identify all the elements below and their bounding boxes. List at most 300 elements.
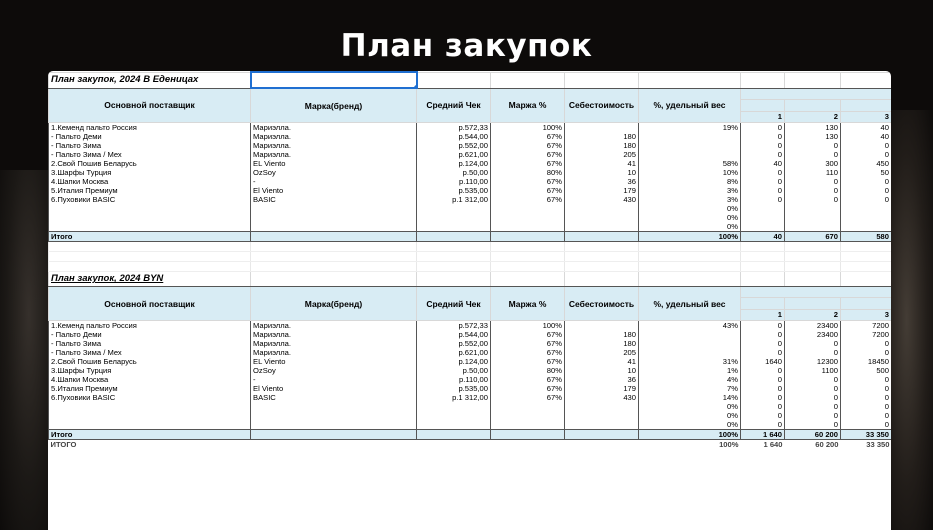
table-cell[interactable]: р.1 312,00 [417,195,491,204]
table-cell[interactable]: Мариэлла. [251,339,417,348]
header-blank-cell [741,100,785,112]
table-cell[interactable]: 67% [491,330,565,339]
table-cell[interactable]: 0% [639,213,741,222]
table-cell[interactable]: 0 [785,375,841,384]
table-cell[interactable]: 0 [741,420,785,430]
table-cell[interactable]: Мариэлла. [251,348,417,357]
empty-cell[interactable] [491,252,565,262]
total-cell[interactable] [251,430,417,440]
total-cell[interactable] [565,430,639,440]
total-cell[interactable]: 40 [741,232,785,242]
header-supplier[interactable]: Основной поставщик [49,287,251,321]
table-cell[interactable]: 3.Шарфы Турция [49,366,251,375]
table-cell[interactable]: 500 [841,366,892,375]
table-cell[interactable] [49,411,251,420]
empty-cell[interactable] [49,242,251,252]
table-cell[interactable] [639,339,741,348]
table-cell[interactable] [565,123,639,133]
header-month-3[interactable]: 3 [841,309,892,320]
table-cell[interactable] [841,222,892,232]
table-cell[interactable]: EL Viento [251,357,417,366]
table-cell[interactable]: 0 [785,411,841,420]
table-cell[interactable]: 130 [785,123,841,133]
table-cell[interactable]: 0 [741,123,785,133]
table-cell[interactable]: - Пальто Деми [49,330,251,339]
header-month-2[interactable]: 2 [785,111,841,123]
total-cell[interactable]: 1 640 [741,430,785,440]
table-cell[interactable] [491,402,565,411]
table-cell[interactable]: - [251,375,417,384]
empty-cell[interactable] [841,252,892,262]
table-cell[interactable]: 0 [741,195,785,204]
table-cell[interactable]: 0 [785,420,841,430]
table-cell[interactable]: 10 [565,366,639,375]
empty-cell[interactable] [841,242,892,252]
empty-cell[interactable] [565,242,639,252]
table-cell[interactable]: 0 [741,339,785,348]
table-row [49,123,892,133]
table-cell[interactable]: 1.Кеменд пальто Россия [49,321,251,331]
empty-cell[interactable] [639,272,741,287]
empty-cell[interactable] [251,252,417,262]
table-cell[interactable]: OzSoy [251,168,417,177]
table-cell[interactable] [49,402,251,411]
table-cell[interactable]: р.50,00 [417,168,491,177]
table-cell[interactable]: р.552,00 [417,339,491,348]
table-cell[interactable] [491,222,565,232]
empty-cell[interactable] [417,72,491,88]
table-cell[interactable]: 67% [491,141,565,150]
table-cell[interactable]: 7200 [841,321,892,331]
empty-cell[interactable] [639,252,741,262]
table-cell[interactable] [251,402,417,411]
table-cell[interactable]: 1100 [785,366,841,375]
table-cell[interactable]: р.110,00 [417,177,491,186]
table-cell[interactable] [491,204,565,213]
table-cell[interactable]: р.535,00 [417,384,491,393]
table-cell[interactable]: 0% [639,204,741,213]
table-cell[interactable]: - Пальто Зима [49,339,251,348]
total-cell[interactable]: 33 350 [841,430,892,440]
table-cell[interactable] [417,411,491,420]
table-cell[interactable]: 19% [639,123,741,133]
table-cell[interactable]: 0 [741,402,785,411]
table-cell[interactable]: 58% [639,159,741,168]
table-cell[interactable]: 180 [565,330,639,339]
table-cell[interactable] [251,420,417,430]
ghost-cell: 33 350 [866,439,890,449]
table-cell[interactable]: 0 [741,132,785,141]
table-cell[interactable]: р.124,00 [417,159,491,168]
table-cell[interactable] [565,321,639,331]
empty-cell[interactable] [741,272,785,287]
table-cell[interactable]: 3% [639,186,741,195]
table-cell[interactable] [785,213,841,222]
table-cell[interactable] [785,204,841,213]
empty-row [49,242,892,252]
table-cell[interactable]: - [251,177,417,186]
empty-cell[interactable] [639,262,741,272]
table-cell[interactable] [639,348,741,357]
table-cell[interactable]: 5.Италия Премиум [49,186,251,195]
table-cell[interactable]: р.50,00 [417,366,491,375]
header-avg-check[interactable]: Средний Чек [417,287,491,321]
table-cell[interactable]: р.1 312,00 [417,393,491,402]
header-blank-cell [785,298,841,309]
header-month-1[interactable]: 1 [741,309,785,320]
table-cell[interactable]: Мариэлла. [251,321,417,331]
table-cell[interactable]: 130 [785,132,841,141]
table-cell[interactable]: Мариэлла. [251,150,417,159]
table-cell[interactable]: 1% [639,366,741,375]
total-cell[interactable] [251,232,417,242]
table-cell[interactable]: Мариэлла. [251,123,417,133]
table-cell[interactable]: 7200 [841,330,892,339]
table-cell[interactable]: 0 [785,195,841,204]
header-margin[interactable]: Маржа % [491,88,565,123]
table-cell[interactable]: 0 [785,348,841,357]
table-cell[interactable]: 67% [491,357,565,366]
table-cell[interactable]: 0 [785,393,841,402]
table-cell[interactable] [785,222,841,232]
table-cell[interactable]: р.544,00 [417,330,491,339]
table-cell[interactable]: р.110,00 [417,375,491,384]
table-cell[interactable]: 31% [639,357,741,366]
table-cell[interactable]: 0 [841,339,892,348]
table-cell[interactable]: OzSoy [251,366,417,375]
table-cell[interactable]: р.572,33 [417,321,491,331]
table-cell[interactable]: 205 [565,150,639,159]
table-cell[interactable] [49,213,251,222]
empty-cell[interactable] [417,262,491,272]
header-brand[interactable]: Марка(бренд) [251,88,417,123]
table-cell[interactable]: 4% [639,375,741,384]
table-cell[interactable] [639,132,741,141]
total-cell[interactable] [491,232,565,242]
table-cell[interactable]: 36 [565,375,639,384]
table-cell[interactable]: 67% [491,132,565,141]
empty-cell[interactable] [785,242,841,252]
table-cell[interactable]: BASIC [251,393,417,402]
total-cell[interactable] [417,430,491,440]
table-cell[interactable]: El Viento [251,186,417,195]
empty-cell[interactable] [841,272,892,287]
table-cell[interactable]: 23400 [785,330,841,339]
empty-cell[interactable] [251,242,417,252]
table-cell[interactable]: 0 [741,384,785,393]
table-cell[interactable]: 205 [565,348,639,357]
table-cell[interactable]: р.572,33 [417,123,491,133]
empty-cell[interactable] [565,262,639,272]
table-cell[interactable]: 8% [639,177,741,186]
table-cell[interactable]: р.552,00 [417,141,491,150]
table-cell[interactable]: 0 [785,150,841,159]
table-cell[interactable]: 430 [565,393,639,402]
table-cell[interactable]: 180 [565,339,639,348]
header-month-1[interactable]: 1 [741,111,785,123]
table-cell[interactable]: 0 [841,411,892,420]
table-cell[interactable]: 0 [741,177,785,186]
table-cell[interactable] [491,420,565,430]
table-cell[interactable] [565,222,639,232]
empty-cell[interactable] [491,242,565,252]
table-cell[interactable]: 0 [841,393,892,402]
header-share[interactable]: %, удельный вес [639,88,741,123]
table-cell[interactable]: 4.Шапки Москва [49,375,251,384]
empty-cell[interactable] [785,252,841,262]
table-cell[interactable]: 0 [785,384,841,393]
table-cell[interactable]: 0 [741,168,785,177]
table-cell[interactable]: р.535,00 [417,186,491,195]
total-cell[interactable] [417,232,491,242]
header-brand[interactable]: Марка(бренд) [251,287,417,321]
table-cell[interactable]: 0 [741,330,785,339]
table-cell[interactable]: 430 [565,195,639,204]
empty-cell[interactable] [565,272,639,287]
table-cell[interactable]: 36 [565,177,639,186]
empty-cell[interactable] [49,252,251,262]
table-cell[interactable]: 67% [491,393,565,402]
table-cell[interactable]: 0 [741,411,785,420]
table-cell[interactable]: р.621,00 [417,348,491,357]
table-cell[interactable]: 67% [491,348,565,357]
table-cell[interactable]: 18450 [841,357,892,366]
table-cell[interactable] [741,222,785,232]
table-cell[interactable]: 179 [565,384,639,393]
table-cell[interactable]: 0 [841,150,892,159]
empty-cell[interactable] [251,262,417,272]
table-cell[interactable] [841,213,892,222]
table-cell[interactable]: 0 [741,321,785,331]
empty-cell[interactable] [741,72,785,88]
header-month-2[interactable]: 2 [785,309,841,320]
table-cell[interactable] [49,420,251,430]
table-cell[interactable]: 50 [841,168,892,177]
table-cell[interactable] [251,204,417,213]
total-cell[interactable] [565,232,639,242]
empty-cell[interactable] [49,262,251,272]
table-cell[interactable]: 0 [741,141,785,150]
table-cell[interactable]: 0 [841,384,892,393]
table-cell[interactable]: 0 [785,177,841,186]
table-cell[interactable]: 180 [565,132,639,141]
table-cell[interactable]: 0 [785,402,841,411]
table-cell[interactable]: 450 [841,159,892,168]
table-cell[interactable]: 80% [491,168,565,177]
empty-cell[interactable] [417,252,491,262]
table-cell[interactable]: 0 [841,177,892,186]
table-cell[interactable]: 100% [491,321,565,331]
table-cell[interactable] [565,420,639,430]
total-cell[interactable]: 100% [639,232,741,242]
table-cell[interactable] [565,402,639,411]
table-cell[interactable]: EL Viento [251,159,417,168]
table-cell[interactable]: 2.Свой Пошив Беларусь [49,159,251,168]
header-share[interactable]: %, удельный вес [639,287,741,321]
empty-cell[interactable] [785,72,841,88]
header-month-3[interactable]: 3 [841,111,892,123]
table-cell[interactable]: 12300 [785,357,841,366]
table-cell[interactable]: 0 [841,348,892,357]
empty-cell[interactable] [785,272,841,287]
table-cell[interactable] [491,411,565,420]
total-cell[interactable]: 100% [639,430,741,440]
table-cell[interactable]: 80% [491,366,565,375]
table-cell[interactable]: 7% [639,384,741,393]
table-cell[interactable]: 23400 [785,321,841,331]
table-cell[interactable]: 180 [565,141,639,150]
table-cell[interactable]: 0 [841,195,892,204]
table-cell[interactable] [251,213,417,222]
table-cell[interactable]: р.124,00 [417,357,491,366]
table-cell[interactable]: 0 [741,348,785,357]
table-cell[interactable] [741,213,785,222]
table-cell[interactable] [741,204,785,213]
table-cell[interactable]: 3% [639,195,741,204]
empty-cell[interactable] [491,72,565,88]
table-cell[interactable]: 0% [639,420,741,430]
table-cell[interactable] [251,222,417,232]
table-cell[interactable]: 1.Кеменд пальто Россия [49,123,251,133]
table-cell[interactable]: 0% [639,402,741,411]
table-cell[interactable]: - Пальто Зима [49,141,251,150]
table-cell[interactable]: 6.Пуховики BASIC [49,393,251,402]
table-cell[interactable] [639,330,741,339]
table-cell[interactable] [417,402,491,411]
header-cost[interactable]: Себестоимость [565,287,639,321]
table-cell[interactable]: 0% [639,222,741,232]
total-cell[interactable]: 670 [785,232,841,242]
table-cell[interactable]: 0 [741,366,785,375]
table-cell[interactable] [565,411,639,420]
table-cell[interactable]: 4.Шапки Москва [49,177,251,186]
header-avg-check[interactable]: Средний Чек [417,88,491,123]
table-cell[interactable]: 6.Пуховики BASIC [49,195,251,204]
empty-cell[interactable] [841,72,892,88]
table-cell[interactable]: 0 [785,186,841,195]
table-cell[interactable]: 0 [841,141,892,150]
table-cell[interactable] [565,213,639,222]
table-cell[interactable]: 0 [841,402,892,411]
table-cell[interactable] [417,213,491,222]
table-cell[interactable]: 0 [741,186,785,195]
table-cell[interactable]: 179 [565,186,639,195]
table-cell[interactable] [49,204,251,213]
table-cell[interactable]: - Пальто Зима / Мех [49,348,251,357]
table-cell[interactable]: 1640 [741,357,785,366]
table-cell[interactable]: р.621,00 [417,150,491,159]
empty-cell[interactable] [417,272,491,287]
selected-cell[interactable] [251,72,417,88]
table-cell[interactable] [565,204,639,213]
table-cell[interactable]: р.544,00 [417,132,491,141]
table-cell[interactable]: 40 [841,123,892,133]
empty-cell[interactable] [491,272,565,287]
table-cell[interactable] [251,411,417,420]
table-cell[interactable]: 0 [741,150,785,159]
total-cell[interactable]: Итого [49,232,251,242]
empty-cell[interactable] [841,262,892,272]
table-cell[interactable]: 300 [785,159,841,168]
table-cell[interactable]: 0 [741,375,785,384]
table-cell[interactable]: 0 [841,420,892,430]
table-cell[interactable]: 67% [491,375,565,384]
total-cell[interactable] [491,430,565,440]
header-cost[interactable]: Себестоимость [565,88,639,123]
table-cell[interactable] [417,222,491,232]
empty-cell[interactable] [639,242,741,252]
table-cell[interactable]: 41 [565,159,639,168]
table-cell[interactable]: 110 [785,168,841,177]
total-cell[interactable]: Итого [49,430,251,440]
table-cell[interactable]: 67% [491,339,565,348]
table-cell[interactable] [417,204,491,213]
total-cell[interactable]: 60 200 [785,430,841,440]
table-cell[interactable]: 67% [491,177,565,186]
table-cell[interactable]: Мариэлла. [251,330,417,339]
table-cell[interactable]: 67% [491,186,565,195]
table-cell[interactable] [639,150,741,159]
empty-cell[interactable] [251,272,417,287]
table-cell[interactable]: 0 [841,375,892,384]
table-cell[interactable]: 67% [491,195,565,204]
table-cell[interactable]: 5.Италия Премиум [49,384,251,393]
table-cell[interactable] [841,204,892,213]
table-cell[interactable] [49,222,251,232]
table-cell[interactable] [639,141,741,150]
empty-cell[interactable] [565,252,639,262]
table-cell[interactable]: Мариэлла. [251,132,417,141]
table-cell[interactable]: Мариэлла. [251,141,417,150]
empty-cell[interactable] [565,72,639,88]
total-cell[interactable]: 580 [841,232,892,242]
table-cell[interactable]: 10% [639,168,741,177]
header-supplier[interactable]: Основной поставщик [49,88,251,123]
table-cell[interactable]: BASIC [251,195,417,204]
table-cell[interactable]: 43% [639,321,741,331]
empty-cell[interactable] [785,262,841,272]
table-cell[interactable] [491,213,565,222]
empty-cell[interactable] [741,262,785,272]
table-cell[interactable]: 67% [491,150,565,159]
table-cell[interactable]: El Viento [251,384,417,393]
table-cell[interactable]: 0% [639,411,741,420]
table-cell[interactable]: 67% [491,159,565,168]
table-cell[interactable]: 41 [565,357,639,366]
table-cell[interactable]: 3.Шарфы Турция [49,168,251,177]
empty-cell[interactable] [741,252,785,262]
table-cell[interactable]: 2.Свой Пошив Беларусь [49,357,251,366]
empty-cell[interactable] [417,242,491,252]
header-margin[interactable]: Маржа % [491,287,565,321]
table-cell[interactable]: 0 [785,141,841,150]
table-cell[interactable]: 0 [741,393,785,402]
table-cell[interactable]: - Пальто Деми [49,132,251,141]
table-cell[interactable]: 10 [565,168,639,177]
empty-cell[interactable] [639,72,741,88]
table-cell[interactable]: 0 [785,339,841,348]
table-cell[interactable]: 100% [491,123,565,133]
table-cell[interactable]: 14% [639,393,741,402]
table-cell[interactable] [417,420,491,430]
table-cell[interactable]: 40 [841,132,892,141]
table-cell[interactable]: - Пальто Зима / Мех [49,150,251,159]
table-cell[interactable]: 67% [491,384,565,393]
table-cell[interactable]: 40 [741,159,785,168]
empty-cell[interactable] [741,242,785,252]
empty-cell[interactable] [491,262,565,272]
table-cell[interactable]: 0 [841,186,892,195]
